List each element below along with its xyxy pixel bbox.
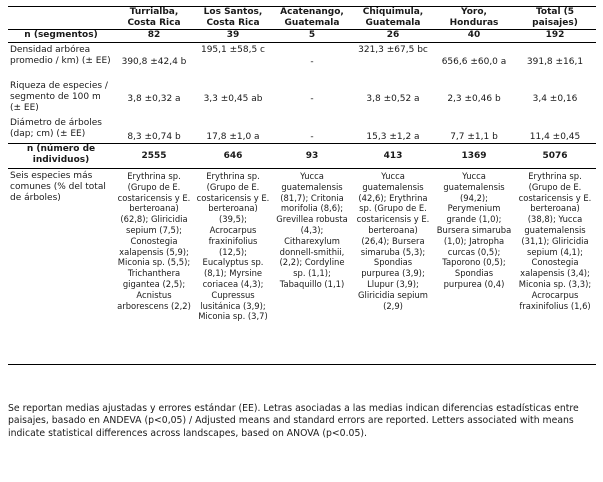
document [8,6,596,365]
row-label: n (número de individuos) [8,144,114,169]
table-row [8,118,596,144]
table-cell: 93 [272,144,352,169]
table-row [8,81,596,118]
table-cell: Erythrina sp. (Grupo de E. costaricensis y E. berteroana) (62,8); Gliricidia sepium (7,5); Conostegia xalapensis (5,9); Miconia sp. (5,5); Trichanthera gigantea (2,5); Acnistus arborescens (2,2) [114,169,194,365]
header-cell [8,7,114,30]
table-cell: 5 [272,30,352,43]
table-cell: Erythrina sp. (Grupo de E. costaricensis y E. berteroana) (39,5); Acrocarpus fraxinifolius (12,5); Eucalyptus sp. (8,1); Myrsine coriacea (4,3); Cupressus lusitánica (3,9); Miconia sp. (3,7) [194,169,272,365]
header-cell: Yoro, Honduras [434,7,514,30]
table-cell: 2,3 ±0,46 b [447,93,501,104]
table-cell: - [310,93,314,104]
row-label: Riqueza de especies / segmento de 100 m (± EE) [10,80,108,113]
table-cell: - [310,57,314,68]
header-cell: Total (5 paisajes) [514,7,596,30]
header-row [8,7,596,30]
table-cell: 5076 [514,144,596,169]
table-cell: 1369 [434,144,514,169]
header-cell: Los Santos, Costa Rica [194,7,272,30]
table-cell: 82 [114,30,194,43]
table-cell: 656,6 ±60,0 a [441,57,507,68]
table-cell: 3,4 ±0,16 [532,93,578,104]
table-cell: 2555 [114,144,194,169]
row-label: Densidad arbórea promedio / km) (± EE) [10,45,111,66]
table-cell: 413 [352,144,434,169]
table-cell: 40 [434,30,514,43]
header-cell: Chiquimula, Guatemala [352,7,434,30]
table-cell: Yucca guatemalensis (42,6); Erythrina sp. (Grupo de E. costaricensis y E. berteroana) (26,4); Bursera simaruba (5,3); Spondias purpurea (3,9); Llupur (3,9); Gliricidia sepium (2,9) [352,169,434,365]
data-table [8,6,596,365]
table-cell: 646 [194,144,272,169]
table-cell: 3,8 ±0,52 a [366,93,420,104]
row-label: Diámetro de árboles (dap; cm) (± EE) [8,118,114,144]
table-cell: 8,3 ±0,74 b [114,118,194,144]
row-label: n (segmentos) [8,30,114,43]
table-cell: 17,8 ±1,0 a [194,118,272,144]
table-cell: 26 [352,30,434,43]
table-cell: 3,3 ±0,45 ab [203,93,263,104]
table-cell: 192 [514,30,596,43]
table-cell: - [272,118,352,144]
table-row [8,169,596,365]
table-cell: 321,3 ±67,5 bc [358,45,428,55]
table-cell: 390,8 ±42,4 b [121,57,187,68]
table-cell: 15,3 ±1,2 a [352,118,434,144]
footnote: Se reportan medias ajustadas y errores estándar (EE). Letras asociadas a las medias indican diferencias estadísticas entre paisajes, basado en ANDEVA (p<0,05) / Adjusted means and standard errors are reported. Letters associated with means indicate statistical differences across landscapes, based on ANOVA (p<0.05). [8,403,579,439]
header-cell: Acatenango, Guatemala [272,7,352,30]
table-cell: Yucca guatemalensis (81,7); Critonia morifolia (8,6); Grevillea robusta (4,3); Citharexylum donnell-smithii, (2,2); Cordyline sp. (1,1); Tabaquillo (1,1) [272,169,352,365]
table-cell: 39 [194,30,272,43]
row-label: Seis especies más comunes (% del total de árboles) [8,169,114,365]
table-cell: Erythrina sp. (Grupo de E. costaricensis y E. berteroana) (38,8); Yucca guatemalensis (31,1); Gliricidia sepium (4,1); Conostegia xalapensis (3,4); Miconia sp. (3,3); Acrocarpus fraxinifolius (1,6) [514,169,596,365]
table-row [8,144,596,169]
table-cell: 11,4 ±0,45 [514,118,596,144]
table-cell: 7,7 ±1,1 b [434,118,514,144]
table-cell: 3,8 ±0,32 a [127,93,181,104]
table-cell: 195,1 ±58,5 c [200,45,265,55]
table-row [8,30,596,43]
table-cell: 391,8 ±16,1 [526,57,584,68]
header-cell: Turrialba, Costa Rica [114,7,194,30]
table-cell: Yucca guatemalensis (94,2); Perymenium grande (1,0); Bursera simaruba (1,0); Jatropha curcas (0,5); Taporono (0,5); Spondias purpurea (0,4) [434,169,514,365]
table-row [8,43,596,81]
